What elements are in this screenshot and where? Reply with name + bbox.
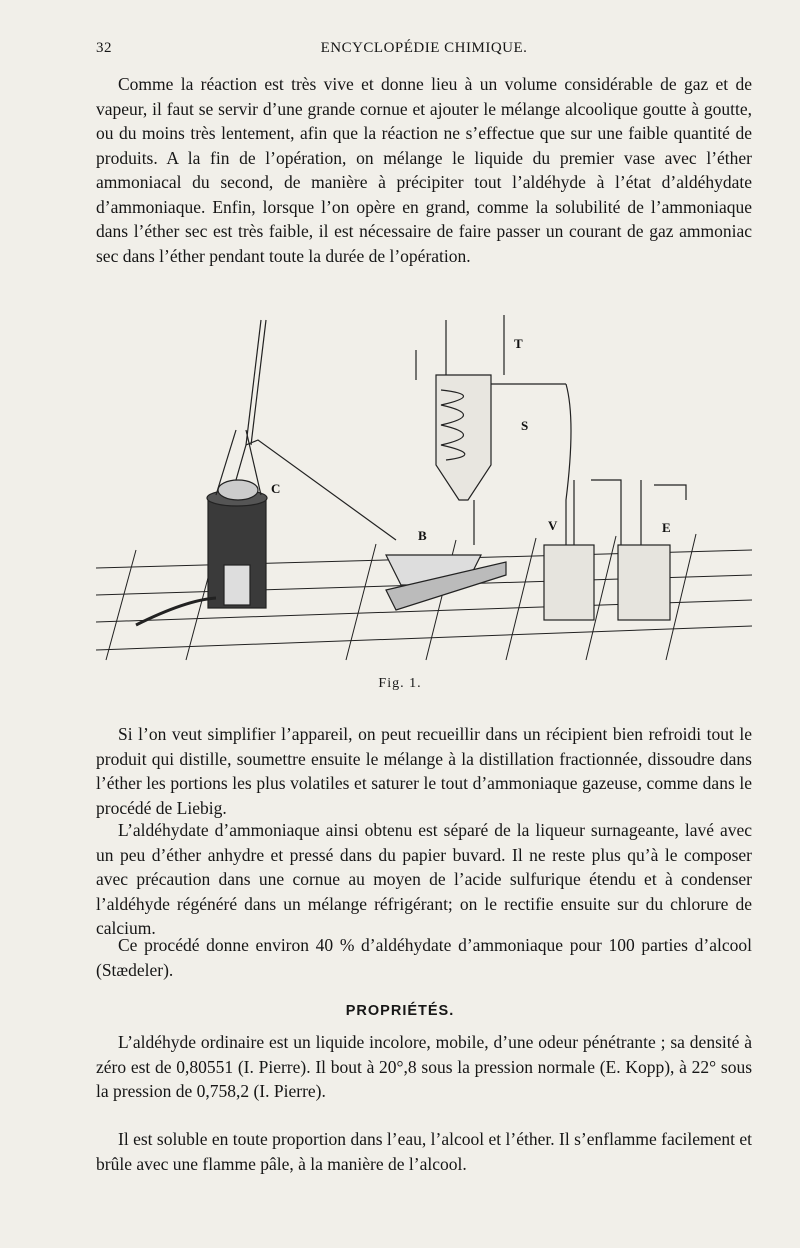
receiver-flask-v bbox=[544, 480, 621, 620]
apparatus-figure bbox=[96, 300, 752, 665]
receiver-flask-e bbox=[618, 480, 686, 620]
paragraph-aldehydate: L’aldéhydate d’ammoniaque ainsi obtenu est séparé de la liqueur surnageante, lavé avec un peu d’éther anhydre et pressé dans du papier buvard. Il ne reste plus qu’à le composer avec précaution dans une cornue au moyen de l’acide sulfurique étendu et à condenser l’aldéhyde régénéré dans un mélange réfrigérant; on le rectifie ensuite sur du chlorure de calcium. bbox=[96, 820, 752, 938]
condenser bbox=[416, 315, 571, 548]
figure-label-t: T bbox=[514, 336, 523, 351]
paragraph-solubility: Il est soluble en toute proportion dans l’eau, l’alcool et l’éther. Il s’enflamme facilement et brûle avec une flamme pâle, à la manière de l’alcool. bbox=[96, 1129, 752, 1174]
figure-label-e: E bbox=[662, 520, 671, 535]
paragraph-yield: Ce procédé donne environ 40 % d’aldéhydate d’ammoniaque pour 100 parties d’alcool (Stædeler). bbox=[96, 935, 752, 980]
paragraph-simplify: Si l’on veut simplifier l’appareil, on peut recueillir dans un récipient bien refroidi tout le produit qui distille, soumettre ensuite le mélange à la distillation fractionnée, dissoudre dans l’éther les portions les plus volatiles et saturer le tout d’ammoniaque gazeuse, comme dans le procédé de Liebig. bbox=[96, 724, 752, 818]
figure-label-b: B bbox=[418, 528, 427, 543]
running-title: ENCYCLOPÉDIE CHIMIQUE. bbox=[320, 40, 528, 56]
collecting-dish bbox=[386, 555, 506, 610]
figure-label-c: C bbox=[271, 481, 281, 496]
figure-label-v: V bbox=[548, 518, 558, 533]
distillation-apparatus-illustration bbox=[96, 300, 752, 665]
section-heading-properties: PROPRIÉTÉS. bbox=[345, 1003, 455, 1019]
paragraph-properties: L’aldéhyde ordinaire est un liquide incolore, mobile, d’une odeur pénétrante ; sa densité à zéro est de 0,80551 (I. Pierre). Il bout à 20°,8 sous la pression normale (E. Kopp), à 22° sous la pression de 0,758,2 (I. Pierre). bbox=[96, 1032, 752, 1101]
paragraph-reaction: Comme la réaction est très vive et donne lieu à un volume considérable de gaz et de vapeur, il faut se servir d’une grande cornue et ajouter le mélange alcoolique goutte à goutte, ou du moins très lentement, afin que la réaction ne s’effectue que sur une faible quantité de produits. A la fin de l’opération, on mélange le liquide du premier vase avec l’éther ammoniacal du second, de manière à précipiter tout l’aldéhyde à l’état d’aldéhydate d’ammoniaque. Enfin, lorsque l’on opère en grand, comme la solubilité de l’ammoniaque dans l’éther sec est très faible, il est nécessaire de faire passer un courant de gaz ammoniac sec dans l’éther pendant toute la durée de l’opération. bbox=[96, 74, 752, 266]
page-header bbox=[96, 40, 752, 62]
page-number: 32 bbox=[96, 40, 112, 56]
figure-caption: Fig. 1. bbox=[378, 676, 422, 691]
figure-label-s: S bbox=[521, 418, 529, 433]
furnace bbox=[207, 490, 267, 608]
